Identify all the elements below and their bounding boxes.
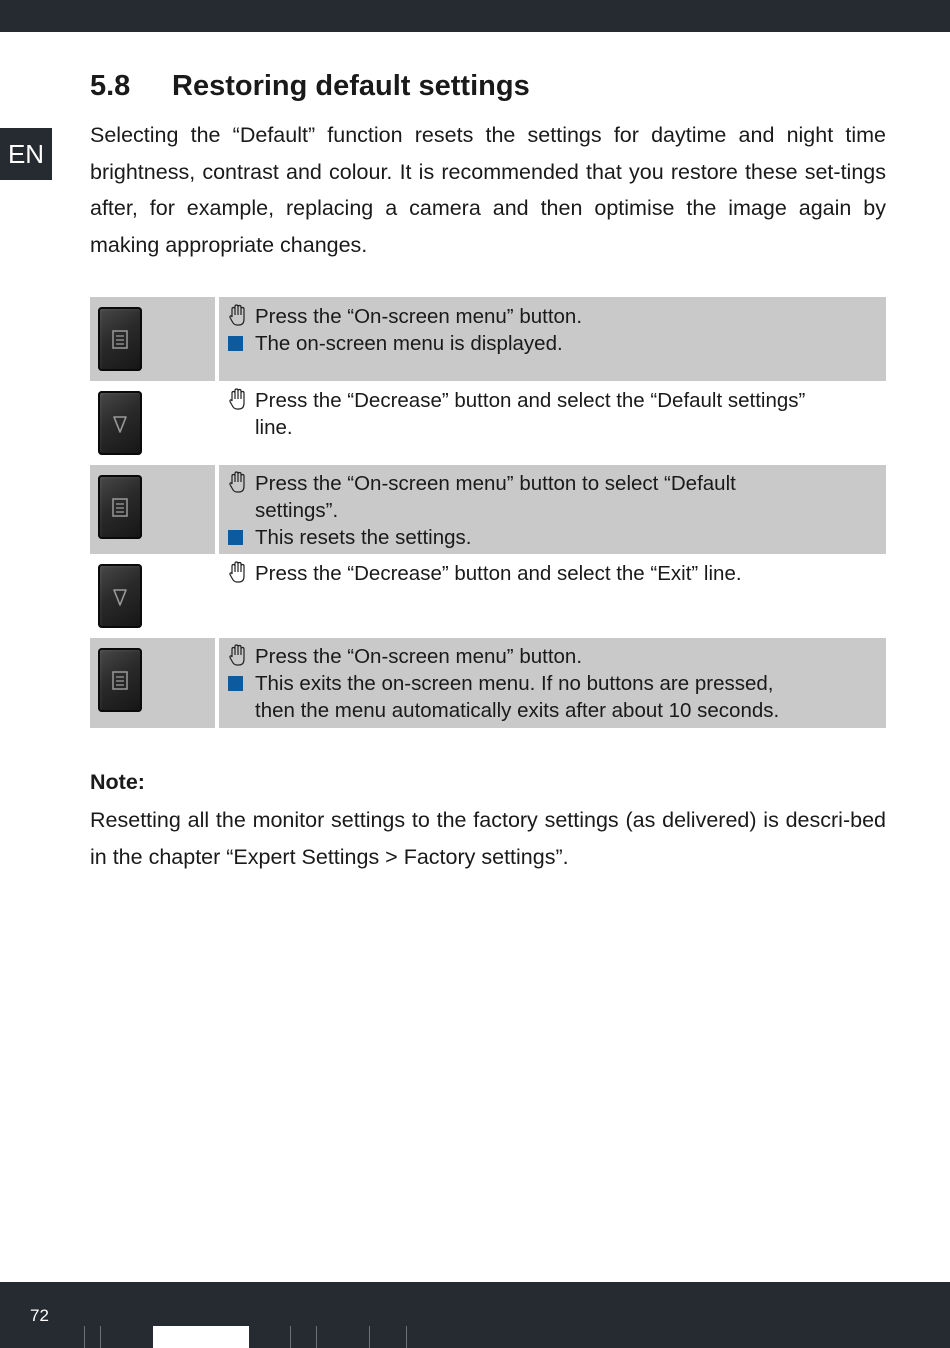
page-number: 72 [30,1306,49,1325]
step-action [255,643,582,670]
intro-paragraph: Selecting the “Default” function resets the settings for daytime and night time brightness, contrast and colour. It is recommended that you restore these set-tings after, for example, replacing a camera and then optimise the image again by making appropriate changes. [90,123,886,257]
note-text: Resetting all the monitor settings to the factory settings (as delivered) is descri-bed in the chapter “Expert Settings > Factory settings”. [90,808,886,869]
step-icon-cell [90,638,215,728]
menu-button-icon [98,475,142,539]
footer-registration-mark [153,1326,249,1348]
step-text-cell [219,465,886,554]
step-result-text: This resets the settings. [255,526,472,549]
bottom-bar [0,1282,950,1348]
step-result-text: The on-screen menu is displayed. [255,332,563,355]
step-row [90,381,886,465]
step-continuation-text: then the menu automatically exits after about 10 seconds. [255,699,780,722]
step-continuation-text: settings”. [255,499,339,522]
step-icon-cell [90,465,215,554]
section-title: Restoring default settings [172,70,530,102]
decrease-button-icon [98,564,142,628]
section-number: 5.8 [90,70,131,102]
step-row [90,554,886,638]
hand-pointer-icon [228,303,248,330]
step-result-text: This exits the on-screen menu. If no buttons are pressed, [255,672,774,695]
step-text-cell [219,554,886,638]
footer-registration-mark [406,1326,407,1348]
step-continuation-text: line. [255,416,293,439]
step-action [255,303,582,330]
step-text-cell [219,638,886,728]
decrease-button-icon [98,391,142,455]
step-result [255,670,773,697]
menu-button-icon [98,307,142,371]
step-icon-cell [90,554,215,638]
footer-registration-mark [290,1326,291,1348]
footer-registration-mark [84,1326,85,1348]
step-text-cell [219,381,886,465]
section-heading [90,70,530,103]
step-row [90,297,886,381]
result-square-icon [228,336,243,351]
step-continuation [255,697,779,724]
step-action [255,560,742,587]
step-continuation [255,497,338,524]
step-action [255,387,805,414]
top-bar [0,0,950,32]
step-icon-cell [90,297,215,381]
step-action-text: Press the “On-screen menu” button to select “Default [255,472,736,495]
result-square-icon [228,676,243,691]
hand-pointer-icon [228,470,248,497]
language-tab: EN [0,128,52,180]
step-result [255,524,471,551]
step-continuation [255,414,293,441]
step-icon-cell [90,381,215,465]
step-action [255,470,736,497]
step-result [255,330,563,357]
hand-pointer-icon [228,643,248,670]
step-action-text: Press the “Decrease” button and select the “Default settings” [255,389,806,412]
note-label: Note: [90,770,145,794]
step-row [90,638,886,728]
step-text-cell [219,297,886,381]
result-square-icon [228,530,243,545]
step-action-text: Press the “On-screen menu” button. [255,645,583,668]
step-action-text: Press the “Decrease” button and select the “Exit” line. [255,562,742,585]
step-action-text: Press the “On-screen menu” button. [255,305,583,328]
hand-pointer-icon [228,560,248,587]
footer-registration-mark [369,1326,370,1348]
step-row [90,465,886,554]
footer-registration-mark [316,1326,317,1348]
hand-pointer-icon [228,387,248,414]
menu-button-icon [98,648,142,712]
footer-registration-mark [100,1326,101,1348]
